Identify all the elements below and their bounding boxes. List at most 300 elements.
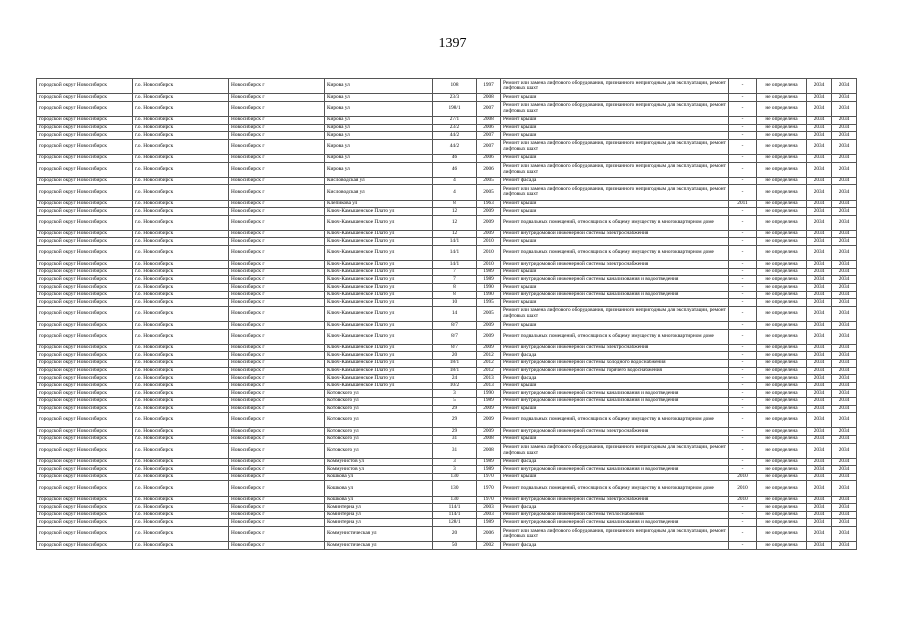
street-cell: Ключ-Камышенское Плато ул [325, 299, 433, 307]
plan-end-cell: 2034 [832, 154, 857, 162]
okrug-cell: городской округ Новосибирск [37, 473, 133, 481]
year-cell: 2009 [477, 329, 501, 344]
work-cell: Ремонт крыши [501, 382, 729, 390]
plan-start-cell: 2034 [807, 322, 832, 330]
prev-year-cell: - [729, 101, 757, 116]
work-cell: Ремонт внутридомовой инженерной системы канализования и водоотведения [501, 276, 729, 284]
table-row [37, 299, 857, 307]
table-row [37, 291, 857, 299]
year-cell: 2008 [477, 435, 501, 443]
table-row [37, 154, 857, 162]
go-cell: г.о. Новосибирск [133, 185, 229, 200]
table-row [37, 79, 857, 94]
status-cell: не определена [757, 367, 807, 375]
plan-end-cell: 2034 [832, 306, 857, 321]
year-cell: 2005 [477, 306, 501, 321]
prev-year-cell: - [729, 405, 757, 413]
year-cell: 1995 [477, 299, 501, 307]
table-row [37, 352, 857, 360]
house-cell: 12 [433, 208, 477, 216]
status-cell: не определена [757, 390, 807, 398]
plan-end-cell: 2034 [832, 413, 857, 428]
work-cell: Ремонт или замена лифтового оборудования, признанного непригодным для эксплуатации, ремонт лифтовых шахт [501, 79, 729, 94]
go-cell: г.о. Новосибирск [133, 519, 229, 527]
work-cell: Ремонт подвальных помещений, относящихся к общему имуществу в многоквартирном доме [501, 413, 729, 428]
status-cell: не определена [757, 329, 807, 344]
prev-year-cell: - [729, 375, 757, 383]
table-row [37, 116, 857, 124]
okrug-cell: городской округ Новосибирск [37, 443, 133, 458]
table-row [37, 132, 857, 140]
street-cell: Ключ-Камышенское Плато ул [325, 208, 433, 216]
city-cell: Новосибирск г [229, 458, 325, 466]
prev-year-cell: - [729, 322, 757, 330]
status-cell: не определена [757, 139, 807, 154]
plan-start-cell: 2034 [807, 527, 832, 542]
okrug-cell: городской округ Новосибирск [37, 458, 133, 466]
year-cell: 2003 [477, 511, 501, 519]
plan-start-cell: 2034 [807, 139, 832, 154]
year-cell: 2010 [477, 246, 501, 261]
house-cell: 31 [433, 443, 477, 458]
prev-year-cell: - [729, 276, 757, 284]
status-cell: не определена [757, 185, 807, 200]
year-cell: 1990 [477, 390, 501, 398]
go-cell: г.о. Новосибирск [133, 458, 229, 466]
street-cell: Котовского ул [325, 443, 433, 458]
city-cell: Новосибирск г [229, 527, 325, 542]
house-cell: 18/1 [433, 367, 477, 375]
house-cell: 14 [433, 306, 477, 321]
status-cell: не определена [757, 268, 807, 276]
street-cell: Кирова ул [325, 139, 433, 154]
city-cell: Новосибирск г [229, 473, 325, 481]
table-row [37, 428, 857, 436]
work-cell: Ремонт крыши [501, 94, 729, 102]
city-cell: Новосибирск г [229, 375, 325, 383]
prev-year-cell: - [729, 458, 757, 466]
year-cell: 1970 [477, 481, 501, 496]
status-cell: не определена [757, 435, 807, 443]
plan-end-cell: 2034 [832, 238, 857, 246]
table-row [37, 344, 857, 352]
house-cell: 10/2 [433, 382, 477, 390]
city-cell: Новосибирск г [229, 504, 325, 512]
house-cell: 23/3 [433, 94, 477, 102]
okrug-cell: городской округ Новосибирск [37, 200, 133, 208]
status-cell: не определена [757, 504, 807, 512]
status-cell: не определена [757, 344, 807, 352]
year-cell: 2012 [477, 367, 501, 375]
okrug-cell: городской округ Новосибирск [37, 504, 133, 512]
work-cell: Ремонт внутридомовой инженерной системы электроснабжения [501, 344, 729, 352]
prev-year-cell: - [729, 261, 757, 269]
prev-year-cell: - [729, 154, 757, 162]
page-number: 1397 [438, 36, 467, 51]
go-cell: г.о. Новосибирск [133, 154, 229, 162]
okrug-cell: городской округ Новосибирск [37, 261, 133, 269]
table-row [37, 443, 857, 458]
city-cell: Новосибирск г [229, 519, 325, 527]
go-cell: г.о. Новосибирск [133, 299, 229, 307]
city-cell: Новосибирск г [229, 116, 325, 124]
plan-end-cell: 2034 [832, 496, 857, 504]
status-cell: не определена [757, 162, 807, 177]
city-cell: Новосибирск г [229, 94, 325, 102]
city-cell: Новосибирск г [229, 200, 325, 208]
status-cell: не определена [757, 116, 807, 124]
work-cell: Ремонт внутридомовой инженерной системы электроснабжения [501, 230, 729, 238]
status-cell: не определена [757, 306, 807, 321]
okrug-cell: городской округ Новосибирск [37, 299, 133, 307]
street-cell: Кирова ул [325, 162, 433, 177]
city-cell: Новосибирск г [229, 367, 325, 375]
okrug-cell: городской округ Новосибирск [37, 291, 133, 299]
okrug-cell: городской округ Новосибирск [37, 124, 133, 132]
table-row [37, 397, 857, 405]
prev-year-cell: - [729, 519, 757, 527]
city-cell: Новосибирск г [229, 382, 325, 390]
okrug-cell: городской округ Новосибирск [37, 268, 133, 276]
okrug-cell: городской округ Новосибирск [37, 238, 133, 246]
plan-start-cell: 2034 [807, 473, 832, 481]
street-cell: Коминтерна ул [325, 504, 433, 512]
plan-start-cell: 2034 [807, 344, 832, 352]
city-cell: Новосибирск г [229, 101, 325, 116]
city-cell: Новосибирск г [229, 162, 325, 177]
work-cell: Ремонт крыши [501, 200, 729, 208]
plan-end-cell: 2034 [832, 382, 857, 390]
city-cell: Новосибирск г [229, 208, 325, 216]
go-cell: г.о. Новосибирск [133, 496, 229, 504]
year-cell: 2009 [477, 344, 501, 352]
plan-end-cell: 2034 [832, 268, 857, 276]
work-cell: Ремонт подвальных помещений, относящихся к общему имуществу в многоквартирном доме [501, 481, 729, 496]
plan-start-cell: 2034 [807, 413, 832, 428]
house-cell: 23/2 [433, 124, 477, 132]
prev-year-cell: - [729, 246, 757, 261]
table-row [37, 382, 857, 390]
prev-year-cell: - [729, 344, 757, 352]
city-cell: Новосибирск г [229, 428, 325, 436]
plan-start-cell: 2034 [807, 215, 832, 230]
street-cell: Ключ-Камышенское Плато ул [325, 359, 433, 367]
table-row [37, 527, 857, 542]
city-cell: Новосибирск г [229, 359, 325, 367]
house-cell: 7 [433, 276, 477, 284]
plan-start-cell: 2034 [807, 268, 832, 276]
year-cell: 2012 [477, 352, 501, 360]
plan-start-cell: 2034 [807, 79, 832, 94]
house-cell: 50 [433, 542, 477, 550]
plan-end-cell: 2034 [832, 79, 857, 94]
status-cell: не определена [757, 375, 807, 383]
street-cell: Ключ-Камышенское Плато ул [325, 367, 433, 375]
status-cell: не определена [757, 177, 807, 185]
prev-year-cell: - [729, 268, 757, 276]
street-cell: Коммунистическая ул [325, 527, 433, 542]
street-cell: Кошкова ул [325, 473, 433, 481]
table-row [37, 306, 857, 321]
status-cell: не определена [757, 101, 807, 116]
street-cell: Коминтерна ул [325, 511, 433, 519]
table-row [37, 185, 857, 200]
city-cell: Новосибирск г [229, 466, 325, 474]
year-cell: 2006 [477, 124, 501, 132]
city-cell: Новосибирск г [229, 230, 325, 238]
plan-start-cell: 2034 [807, 94, 832, 102]
status-cell: не определена [757, 496, 807, 504]
city-cell: Новосибирск г [229, 496, 325, 504]
year-cell: 2003 [477, 504, 501, 512]
plan-start-cell: 2034 [807, 291, 832, 299]
street-cell: Ключ-Камышенское Плато ул [325, 230, 433, 238]
prev-year-cell: - [729, 215, 757, 230]
table-row [37, 276, 857, 284]
city-cell: Новосибирск г [229, 306, 325, 321]
go-cell: г.о. Новосибирск [133, 208, 229, 216]
work-cell: Ремонт крыши [501, 268, 729, 276]
okrug-cell: городской округ Новосибирск [37, 177, 133, 185]
plan-end-cell: 2034 [832, 329, 857, 344]
street-cell: Кошкова ул [325, 481, 433, 496]
prev-year-cell: 2010 [729, 496, 757, 504]
okrug-cell: городской округ Новосибирск [37, 428, 133, 436]
okrug-cell: городской округ Новосибирск [37, 382, 133, 390]
house-cell: 46 [433, 154, 477, 162]
go-cell: г.о. Новосибирск [133, 413, 229, 428]
house-cell: 14/1 [433, 246, 477, 261]
okrug-cell: городской округ Новосибирск [37, 344, 133, 352]
plan-end-cell: 2034 [832, 94, 857, 102]
table-row [37, 511, 857, 519]
street-cell: Кирова ул [325, 101, 433, 116]
prev-year-cell: - [729, 527, 757, 542]
plan-start-cell: 2034 [807, 261, 832, 269]
house-cell: 3 [433, 458, 477, 466]
year-cell: 1989 [477, 519, 501, 527]
go-cell: г.о. Новосибирск [133, 177, 229, 185]
go-cell: г.о. Новосибирск [133, 238, 229, 246]
prev-year-cell: - [729, 132, 757, 140]
city-cell: Новосибирск г [229, 329, 325, 344]
table-row [37, 284, 857, 292]
go-cell: г.о. Новосибирск [133, 261, 229, 269]
year-cell: 2007 [477, 101, 501, 116]
go-cell: г.о. Новосибирск [133, 322, 229, 330]
table-row [37, 261, 857, 269]
house-cell: 10 [433, 299, 477, 307]
city-cell: Новосибирск г [229, 481, 325, 496]
table-row [37, 367, 857, 375]
table-row [37, 390, 857, 398]
year-cell: 1990 [477, 284, 501, 292]
table-row [37, 519, 857, 527]
table-row [37, 413, 857, 428]
city-cell: Новосибирск г [229, 261, 325, 269]
table-row [37, 435, 857, 443]
street-cell: Ключ-Камышенское Плато ул [325, 284, 433, 292]
city-cell: Новосибирск г [229, 268, 325, 276]
plan-end-cell: 2034 [832, 435, 857, 443]
work-cell: Ремонт внутридомовой инженерной системы электроснабжения [501, 496, 729, 504]
table-row [37, 322, 857, 330]
okrug-cell: городской округ Новосибирск [37, 208, 133, 216]
okrug-cell: городской округ Новосибирск [37, 527, 133, 542]
work-cell: Ремонт или замена лифтового оборудования, признанного непригодным для эксплуатации, ремонт лифтовых шахт [501, 162, 729, 177]
house-cell: 3 [433, 466, 477, 474]
year-cell: 1990 [477, 291, 501, 299]
work-cell: Ремонт крыши [501, 299, 729, 307]
status-cell: не определена [757, 458, 807, 466]
okrug-cell: городской округ Новосибирск [37, 413, 133, 428]
plan-end-cell: 2034 [832, 116, 857, 124]
street-cell: Ключ-Камышенское Плато ул [325, 344, 433, 352]
okrug-cell: городской округ Новосибирск [37, 101, 133, 116]
prev-year-cell: - [729, 94, 757, 102]
go-cell: г.о. Новосибирск [133, 397, 229, 405]
work-cell: Ремонт крыши [501, 405, 729, 413]
year-cell: 2009 [477, 230, 501, 238]
street-cell: Ключ-Камышенское Плато ул [325, 291, 433, 299]
plan-start-cell: 2034 [807, 435, 832, 443]
okrug-cell: городской округ Новосибирск [37, 405, 133, 413]
house-cell: 114/1 [433, 504, 477, 512]
okrug-cell: городской округ Новосибирск [37, 375, 133, 383]
street-cell: Ключ-Камышенское Плато ул [325, 375, 433, 383]
status-cell: не определена [757, 276, 807, 284]
plan-start-cell: 2034 [807, 200, 832, 208]
capital-repair-table [36, 78, 857, 550]
city-cell: Новосибирск г [229, 284, 325, 292]
prev-year-cell: - [729, 504, 757, 512]
status-cell: не определена [757, 443, 807, 458]
plan-end-cell: 2034 [832, 208, 857, 216]
year-cell: 2007 [477, 132, 501, 140]
go-cell: г.о. Новосибирск [133, 473, 229, 481]
street-cell: Кирова ул [325, 116, 433, 124]
table-row [37, 139, 857, 154]
status-cell: не определена [757, 428, 807, 436]
prev-year-cell: - [729, 230, 757, 238]
street-cell: Ключ-Камышенское Плато ул [325, 322, 433, 330]
table-row [37, 359, 857, 367]
plan-start-cell: 2034 [807, 519, 832, 527]
work-cell: Ремонт фасада [501, 458, 729, 466]
status-cell: не определена [757, 405, 807, 413]
plan-start-cell: 2034 [807, 306, 832, 321]
house-cell: 29 [433, 428, 477, 436]
okrug-cell: городской округ Новосибирск [37, 481, 133, 496]
work-cell: Ремонт или замена лифтового оборудования, признанного непригодным для эксплуатации, ремонт лифтовых шахт [501, 101, 729, 116]
plan-end-cell: 2034 [832, 261, 857, 269]
year-cell: 2009 [477, 428, 501, 436]
okrug-cell: городской округ Новосибирск [37, 352, 133, 360]
city-cell: Новосибирск г [229, 124, 325, 132]
prev-year-cell: - [729, 443, 757, 458]
okrug-cell: городской округ Новосибирск [37, 139, 133, 154]
plan-end-cell: 2034 [832, 291, 857, 299]
status-cell: не определена [757, 413, 807, 428]
plan-start-cell: 2034 [807, 443, 832, 458]
go-cell: г.о. Новосибирск [133, 284, 229, 292]
go-cell: г.о. Новосибирск [133, 428, 229, 436]
house-cell: 4 [433, 177, 477, 185]
status-cell: не определена [757, 519, 807, 527]
street-cell: Коммунистов ул [325, 458, 433, 466]
go-cell: г.о. Новосибирск [133, 79, 229, 94]
work-cell: Ремонт или замена лифтового оборудования, признанного непригодным для эксплуатации, ремонт лифтовых шахт [501, 185, 729, 200]
street-cell: Коминтерна ул [325, 519, 433, 527]
status-cell: не определена [757, 215, 807, 230]
table-row [37, 94, 857, 102]
work-cell: Ремонт или замена лифтового оборудования, признанного непригодным для эксплуатации, ремонт лифтовых шахт [501, 306, 729, 321]
plan-start-cell: 2034 [807, 154, 832, 162]
city-cell: Новосибирск г [229, 435, 325, 443]
plan-end-cell: 2034 [832, 246, 857, 261]
table-row [37, 405, 857, 413]
okrug-cell: городской округ Новосибирск [37, 397, 133, 405]
status-cell: не определена [757, 208, 807, 216]
go-cell: г.о. Новосибирск [133, 124, 229, 132]
prev-year-cell: 2010 [729, 481, 757, 496]
prev-year-cell: - [729, 542, 757, 550]
house-cell: 20 [433, 527, 477, 542]
plan-start-cell: 2034 [807, 511, 832, 519]
street-cell: Кисловодская ул [325, 185, 433, 200]
status-cell: не определена [757, 473, 807, 481]
plan-end-cell: 2034 [832, 390, 857, 398]
prev-year-cell: - [729, 413, 757, 428]
go-cell: г.о. Новосибирск [133, 344, 229, 352]
go-cell: г.о. Новосибирск [133, 101, 229, 116]
go-cell: г.о. Новосибирск [133, 291, 229, 299]
table-row [37, 208, 857, 216]
work-cell: Ремонт крыши [501, 322, 729, 330]
go-cell: г.о. Новосибирск [133, 352, 229, 360]
city-cell: Новосибирск г [229, 390, 325, 398]
plan-start-cell: 2034 [807, 359, 832, 367]
go-cell: г.о. Новосибирск [133, 375, 229, 383]
year-cell: 2008 [477, 443, 501, 458]
plan-end-cell: 2034 [832, 124, 857, 132]
okrug-cell: городской округ Новосибирск [37, 511, 133, 519]
go-cell: г.о. Новосибирск [133, 405, 229, 413]
okrug-cell: городской округ Новосибирск [37, 284, 133, 292]
go-cell: г.о. Новосибирск [133, 116, 229, 124]
city-cell: Новосибирск г [229, 397, 325, 405]
prev-year-cell: - [729, 511, 757, 519]
plan-start-cell: 2034 [807, 208, 832, 216]
year-cell: 2005 [477, 185, 501, 200]
okrug-cell: городской округ Новосибирск [37, 116, 133, 124]
plan-start-cell: 2034 [807, 276, 832, 284]
table-row [37, 162, 857, 177]
house-cell: 198/1 [433, 101, 477, 116]
go-cell: г.о. Новосибирск [133, 94, 229, 102]
plan-end-cell: 2034 [832, 542, 857, 550]
go-cell: г.о. Новосибирск [133, 527, 229, 542]
plan-end-cell: 2034 [832, 284, 857, 292]
plan-start-cell: 2034 [807, 504, 832, 512]
house-cell: 18/1 [433, 359, 477, 367]
house-cell: 7 [433, 268, 477, 276]
work-cell: Ремонт крыши [501, 208, 729, 216]
street-cell: Кирова ул [325, 79, 433, 94]
okrug-cell: городской округ Новосибирск [37, 185, 133, 200]
okrug-cell: городской округ Новосибирск [37, 162, 133, 177]
street-cell: Ключ-Камышенское Плато ул [325, 382, 433, 390]
